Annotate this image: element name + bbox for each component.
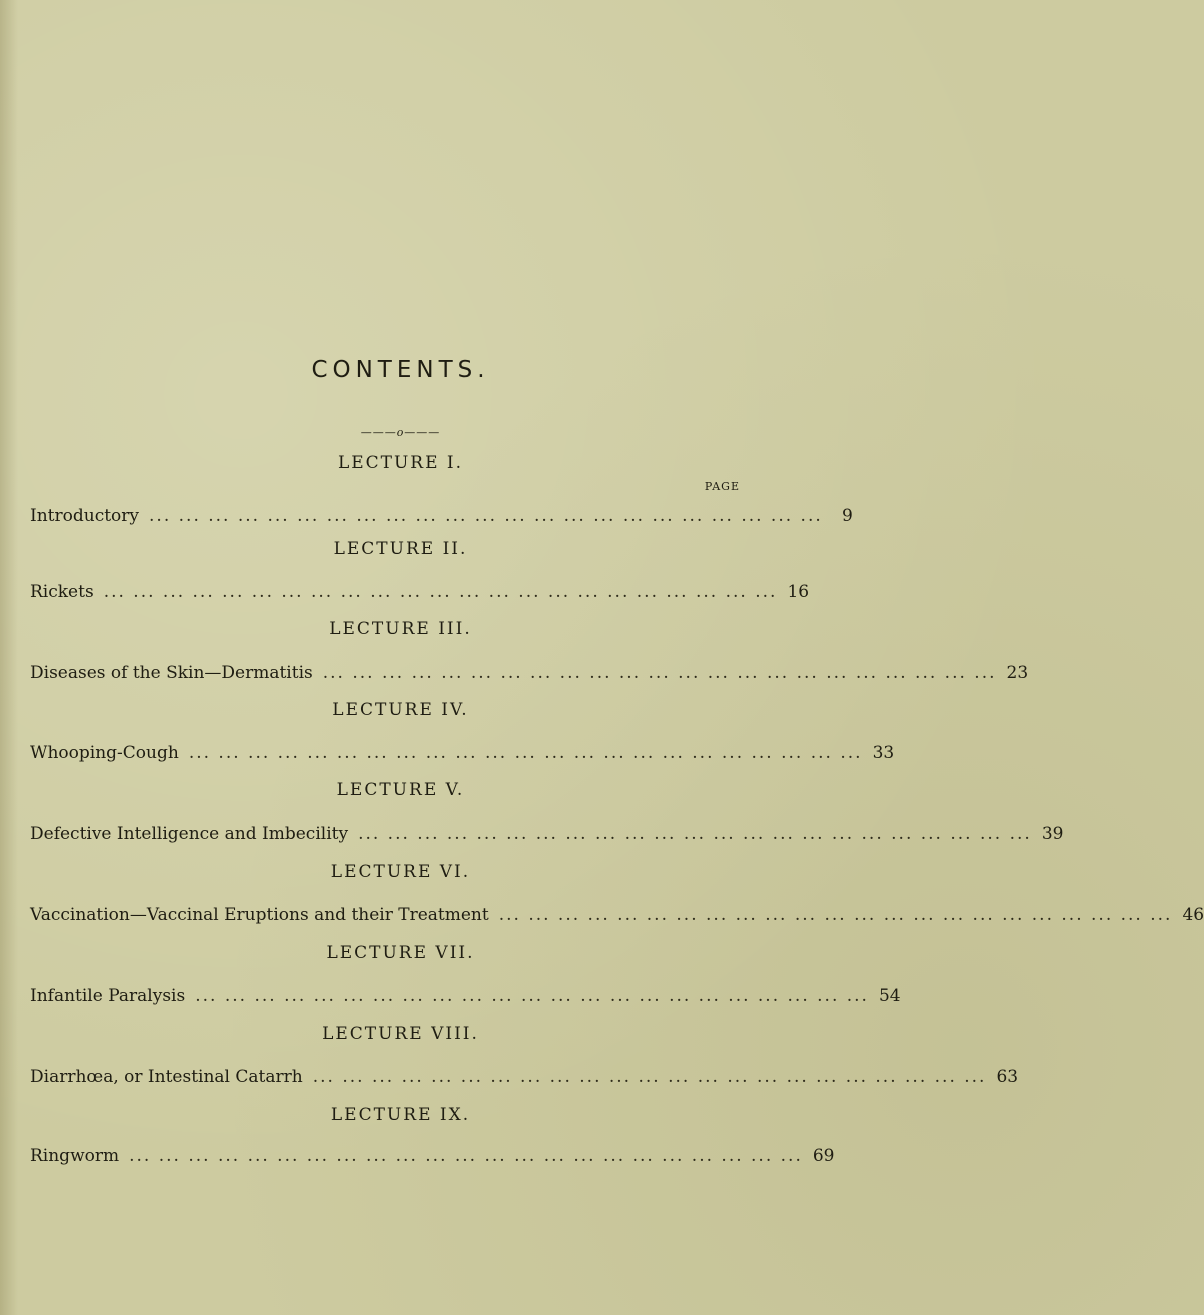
toc-entry-title: Vaccination—Vaccinal Eruptions and their Treatment [30,905,489,925]
dot-leader: ... ... ... ... ... ... ... ... ... ... ... ... ... ... ... ... ... ... ... ... ... ... ... [358,824,1032,844]
lecture-heading: LECTURE IX. [330,1105,471,1125]
toc-entry-page: 33 [872,743,895,763]
toc-entry-title: Introductory [30,506,140,526]
dot-leader: ... ... ... ... ... ... ... ... ... ... ... ... ... ... ... ... ... ... ... ... ... ... ... [322,663,997,683]
toc-entry[interactable] [30,986,901,1006]
lecture-heading: LECTURE VI. [330,862,471,882]
toc-entry[interactable] [30,824,1064,844]
toc-entry-page: 9 [841,506,853,526]
dot-leader: ... ... ... ... ... ... ... ... ... ... ... ... ... ... ... ... ... ... ... ... ... ... ... [129,1146,803,1166]
toc-entry-page: 46 [1182,905,1204,925]
toc-entry-page: 63 [996,1067,1019,1087]
lecture-heading: LECTURE V. [336,780,465,800]
dot-leader: ... ... ... ... ... ... ... ... ... ... ... ... ... ... ... ... ... ... ... ... ... ... ... [498,905,1173,925]
toc-entry[interactable] [30,905,1204,925]
lecture-heading: LECTURE VIII. [322,1024,479,1044]
toc-entry[interactable] [30,1067,1019,1087]
toc-entry-page: 54 [878,986,901,1006]
toc-entry-title: Diseases of the Skin—Dermatitis [30,663,313,683]
toc-entry[interactable] [30,582,810,602]
page-title: CONTENTS. [311,357,490,383]
lecture-heading: LECTURE IV. [332,700,469,720]
toc-entry-page: 23 [1006,663,1029,683]
toc-entry-page: 69 [812,1146,835,1166]
dot-leader: ... ... ... ... ... ... ... ... ... ... ... ... ... ... ... ... ... ... ... ... ... ... ... [188,743,863,763]
toc-entry[interactable] [30,743,895,763]
dot-leader: ... ... ... ... ... ... ... ... ... ... ... ... ... ... ... ... ... ... ... ... ... ... ... [103,582,778,602]
dot-leader: ... ... ... ... ... ... ... ... ... ... ... ... ... ... ... ... ... ... ... ... ... ... ... [149,506,823,526]
dot-leader: ... ... ... ... ... ... ... ... ... ... ... ... ... ... ... ... ... ... ... ... ... ... ... [312,1067,987,1087]
toc-entry[interactable] [30,663,1029,683]
lecture-heading: LECTURE VII. [326,943,475,963]
toc-entry-title: Whooping-Cough [30,743,179,763]
toc-entry-page: 16 [787,582,810,602]
lecture-heading: LECTURE I. [337,453,464,473]
toc-entry-title: Ringworm [30,1146,120,1166]
page-column-label: PAGE [704,480,740,493]
dot-leader: ... ... ... ... ... ... ... ... ... ... ... ... ... ... ... ... ... ... ... ... ... ... ... [195,986,869,1006]
toc-entry-title: Rickets [30,582,94,602]
lecture-heading: LECTURE III. [329,619,472,639]
toc-entry[interactable] [30,1146,835,1166]
toc-entry-title: Diarrhœa, or Intestinal Catarrh [30,1067,303,1087]
lecture-heading: LECTURE II. [333,539,468,559]
toc-entry[interactable] [30,506,853,526]
toc-entry-page: 39 [1041,824,1064,844]
title-divider: ———o——— [360,426,441,439]
toc-entry-title: Infantile Paralysis [30,986,186,1006]
toc-entry-title: Defective Intelligence and Imbecility [30,824,349,844]
